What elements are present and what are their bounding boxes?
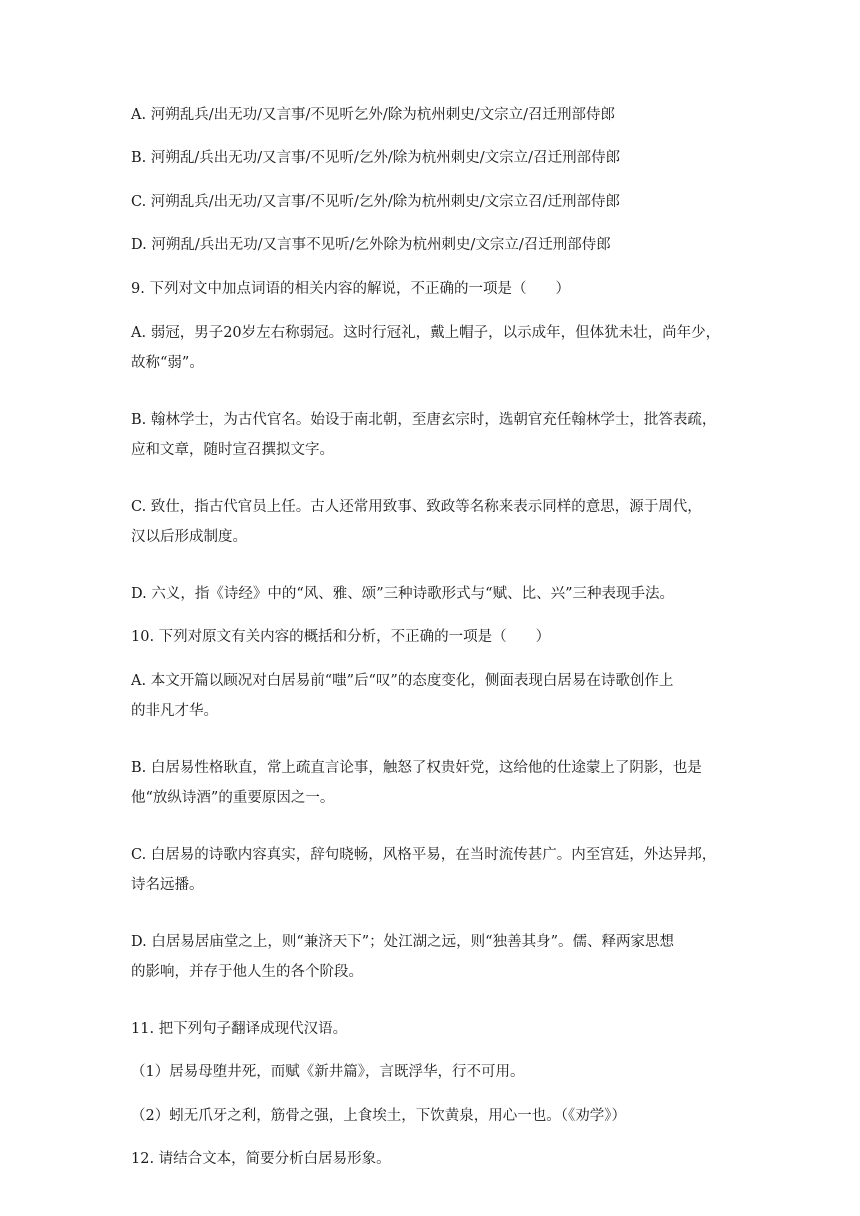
q10-option-a: A. 本文开篇以顾况对白居易前“嗤”后“叹”的态度变化，侧面表现白居易在诗歌创作上 的非凡才华。 [131,673,674,719]
q10-stem: 10. 下列对原文有关内容的概括和分析，不正确的一项是（ ） [131,629,551,645]
q9-option-b: B. 翰林学士，为古代官名。始设于南北朝，至唐玄宗时，选朝官充任翰林学士，批答表疏， 应和文章，随时宣召撰拟文字。 [131,412,717,458]
q10-option-c: C. 白居易的诗歌内容真实，辞句晓畅，风格平易，在当时流传甚广。内至宫廷，外达异邦， 诗名远播。 [131,847,717,893]
q11-item-1: （1）居易母堕井死，而赋《新井篇》，言既浮华，行不可用。 [131,1064,525,1080]
q10-option-d: D. 白居易居庙堂之上，则“兼济天下”；处江湖之远，则“独善其身”。儒、释两家思想 的影响，并存于他人生的各个阶段。 [131,934,674,980]
q11-item-2: （2）蚓无爪牙之利，筋骨之强，上食埃土，下饮黄泉，用心一也。（《劝学》） [131,1108,626,1124]
q9-option-d: D. 六义，指《诗经》中的“风、雅、颂”三种诗歌形式与“赋、比、兴”三种表现手法。 [131,586,674,602]
q8-option-b: B. 河朔乱/兵出无功/又言事/不见听/乞外/除为杭州刺史/文宗立/召迁刑部侍郎 [131,150,621,166]
q9-option-c: C. 致仕，指古代官员上任。古人还常用致事、致政等名称来表示同样的意思，源于周代， 汉以后形成制度。 [131,499,702,545]
q10-option-b: B. 白居易性格耿直，常上疏直言论事，触怒了权贵奸党，这给他的仕途蒙上了阴影，也是 他“放纵诗酒”的重要原因之一。 [131,760,702,806]
q8-option-d: D. 河朔乱/兵出无功/又言事不见听/乞外除为杭州刺史/文宗立/召迁刑部侍郎 [131,237,611,253]
q12-stem: 12. 请结合文本，简要分析白居易形象。 [131,1151,391,1167]
q11-stem: 11. 把下列句子翻译成现代汉语。 [131,1021,348,1037]
q8-option-c: C. 河朔乱兵/出无功/又言事/不见听/乞外/除为杭州刺史/文宗立召/迁刑部侍郎 [131,194,620,210]
q9-stem: 9. 下列对文中加点词语的相关内容的解说，不正确的一项是（ ） [131,281,570,297]
q8-option-a: A. 河朔乱兵/出无功/又言事/不见听乞外/除为杭州刺史/文宗立/召迁刑部侍郎 [131,107,615,123]
q9-option-a: A. 弱冠，男子20岁左右称弱冠。这时行冠礼，戴上帽子，以示成年，但体犹未壮，尚年少， 故称“弱”。 [131,325,721,371]
